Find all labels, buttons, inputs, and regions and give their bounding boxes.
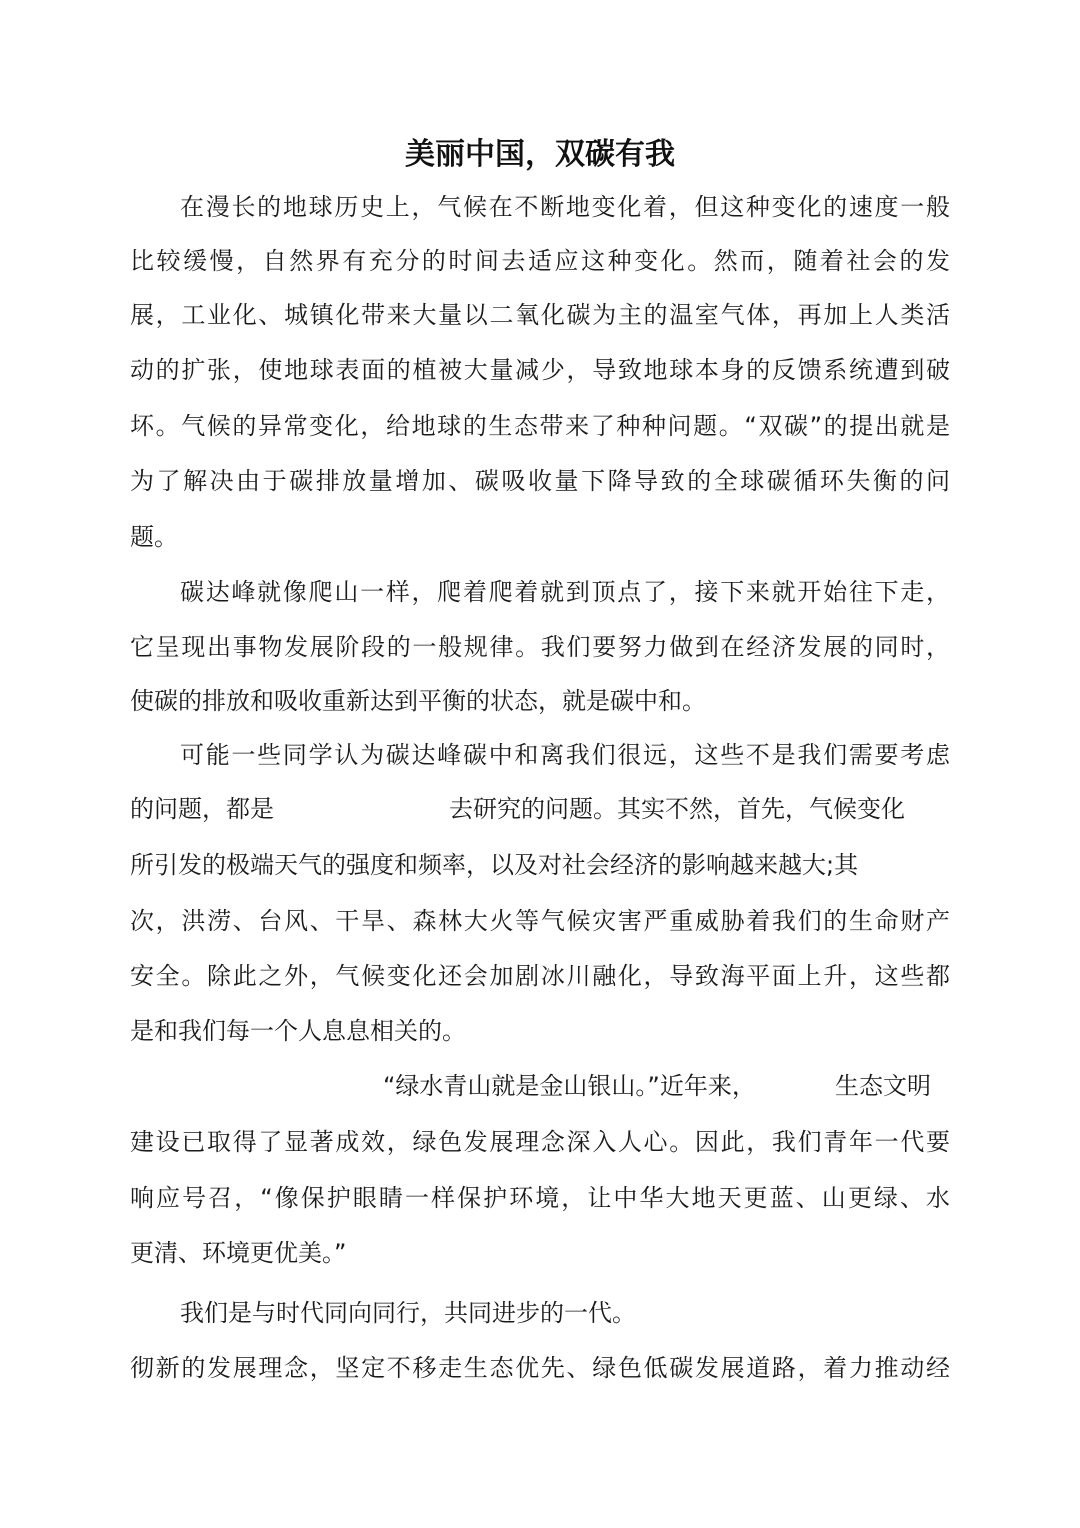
redacted-blank xyxy=(274,795,449,825)
paragraph-3-line-1: 可能一些同学认为碳达峰碳中和离我们很远，这些不是我们需要考虑 xyxy=(180,741,950,769)
paragraph-2-line-3: 使碳的排放和吸收重新达到平衡的状态，就是碳中和。 xyxy=(130,687,706,715)
paragraph-3-line-2-end: 去研究的问题。其实不然，首先，气候变化 xyxy=(449,795,905,823)
paragraph-1-line-4: 动的扩张，使地球表面的植被大量减少，导致地球本身的反馈系统遭到破 xyxy=(130,356,950,384)
paragraph-3-line-5: 安全。除此之外，气候变化还会加剧冰川融化，导致海平面上升，这些都 xyxy=(130,962,950,990)
paragraph-4-line-1-end: 生态文明 xyxy=(835,1072,931,1100)
paragraph-3-line-6: 是和我们每一个人息息相关的。 xyxy=(130,1017,466,1045)
paragraph-1-line-1: 在漫长的地球历史上，气候在不断地变化着，但这种变化的速度一般 xyxy=(180,193,950,221)
paragraph-2-line-2: 它呈现出事物发展阶段的一般规律。我们要努力做到在经济发展的同时， xyxy=(130,633,950,661)
paragraph-2-line-1: 碳达峰就像爬山一样，爬着爬着就到顶点了，接下来就开始往下走， xyxy=(180,578,950,606)
paragraph-1-line-3: 展，工业化、城镇化带来大量以二氧化碳为主的温室气体，再加上人类活 xyxy=(130,301,950,329)
paragraph-3-line-2-start: 的问题，都是 xyxy=(130,795,274,823)
page-title: 美丽中国，双碳有我 xyxy=(405,137,675,172)
paragraph-1-line-6: 为了解决由于碳排放量增加、碳吸收量下降导致的全球碳循环失衡的问 xyxy=(130,467,950,495)
paragraph-5-line-2: 彻新的发展理念，坚定不移走生态优先、绿色低碳发展道路，着力推动经 xyxy=(130,1354,950,1382)
paragraph-1-line-2: 比较缓慢，自然界有充分的时间去适应这种变化。然而，随着社会的发 xyxy=(130,247,950,275)
paragraph-1-line-5: 坏。气候的异常变化，给地球的生态带来了种种问题。“双碳”的提出就是 xyxy=(130,412,950,440)
paragraph-1-line-7: 题。 xyxy=(130,523,178,551)
paragraph-3-line-2 xyxy=(130,791,950,827)
paragraph-4-line-3: 响应号召，“像保护眼睛一样保护环境，让中华大地天更蓝、山更绿、水 xyxy=(130,1184,950,1212)
paragraph-3-line-4: 次，洪涝、台风、干旱、森林大火等气候灾害严重威胁着我们的生命财产 xyxy=(130,907,950,935)
paragraph-4-line-2: 建设已取得了显著成效，绿色发展理念深入人心。因此，我们青年一代要 xyxy=(130,1128,950,1156)
paragraph-3-line-3: 所引发的极端天气的强度和频率，以及对社会经济的影响越来越大;其 xyxy=(130,851,859,879)
paragraph-4-line-1-start: “绿水青山就是金山银山。”近年来， xyxy=(383,1072,756,1100)
paragraph-4-line-4: 更清、环境更优美。” xyxy=(130,1239,347,1267)
paragraph-5-line-1: 我们是与时代同向同行，共同进步的一代。 xyxy=(180,1299,636,1327)
